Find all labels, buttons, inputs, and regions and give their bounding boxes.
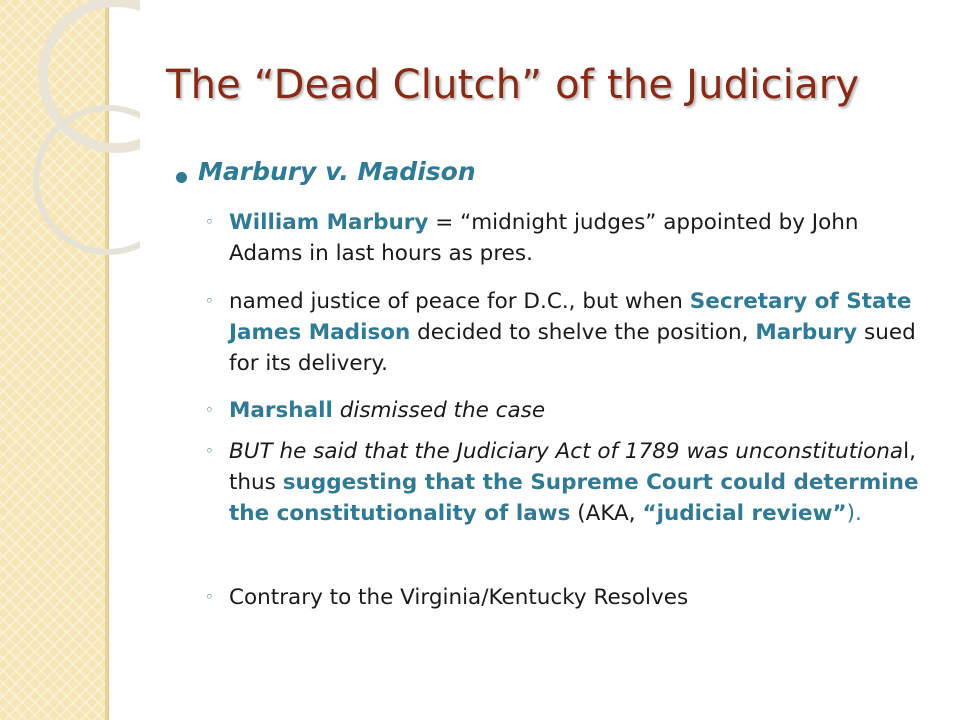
bullet-dot-icon — [176, 172, 187, 183]
sub-bullet-1 — [205, 207, 925, 269]
emphasis-judicial-review: “judicial review” — [642, 501, 847, 526]
sub-bullet-3 — [205, 395, 925, 426]
text-fragment: l, thus — [229, 439, 916, 495]
text-fragment: (AKA, — [570, 501, 643, 526]
sub-bullet-5 — [205, 582, 925, 613]
swirl-inner-ring — [36, 108, 140, 252]
sub-bullet-3-text — [229, 395, 925, 426]
sub-bullet-marker-icon: ◦ — [205, 442, 214, 460]
sub-bullet-1-text — [229, 207, 925, 269]
sub-bullet-marker-icon: ◦ — [205, 292, 214, 310]
main-bullet-text: Marbury v. Madison — [198, 157, 476, 186]
text-fragment: = “midnight judges” appointed by John Adams in last hours as pres. — [229, 210, 859, 266]
sub-bullet-marker-icon: ◦ — [205, 401, 214, 419]
slide-title: The “Dead Clutch” of the Judiciary — [166, 62, 860, 108]
emphasis-secretary-of-state: Secretary of State James Madison — [229, 289, 912, 345]
sub-bullet-4-text — [229, 436, 925, 529]
emphasis-william-marbury: William Marbury — [229, 210, 429, 235]
emphasis-marbury: Marbury — [755, 320, 858, 345]
sub-bullet-marker-icon: ◦ — [205, 213, 214, 231]
sub-bullet-2-text — [229, 286, 925, 379]
text-fragment: sued for its delivery. — [229, 320, 916, 376]
text-fragment: named justice of peace for D.C., but when — [229, 289, 690, 314]
sub-bullet-5-text: Contrary to the Virginia/Kentucky Resolves — [229, 585, 689, 610]
sub-bullet-4 — [205, 436, 925, 529]
main-bullet — [176, 157, 476, 186]
text-fragment: BUT he said that the Judiciary Act of 1789 was unconstitutiona — [229, 439, 904, 464]
text-fragment: decided to shelve the position, — [410, 320, 756, 345]
sub-bullet-marker-icon: ◦ — [205, 588, 214, 606]
emphasis-judicial-claim: suggesting that the Supreme Court could determine the constitutionality of laws — [229, 470, 919, 526]
text-fragment: dismissed the case — [332, 398, 546, 423]
decorative-swirl — [0, 0, 140, 260]
text-fragment: ). — [846, 501, 862, 526]
emphasis-marshall: Marshall — [229, 398, 333, 423]
sub-bullet-2 — [205, 286, 925, 379]
